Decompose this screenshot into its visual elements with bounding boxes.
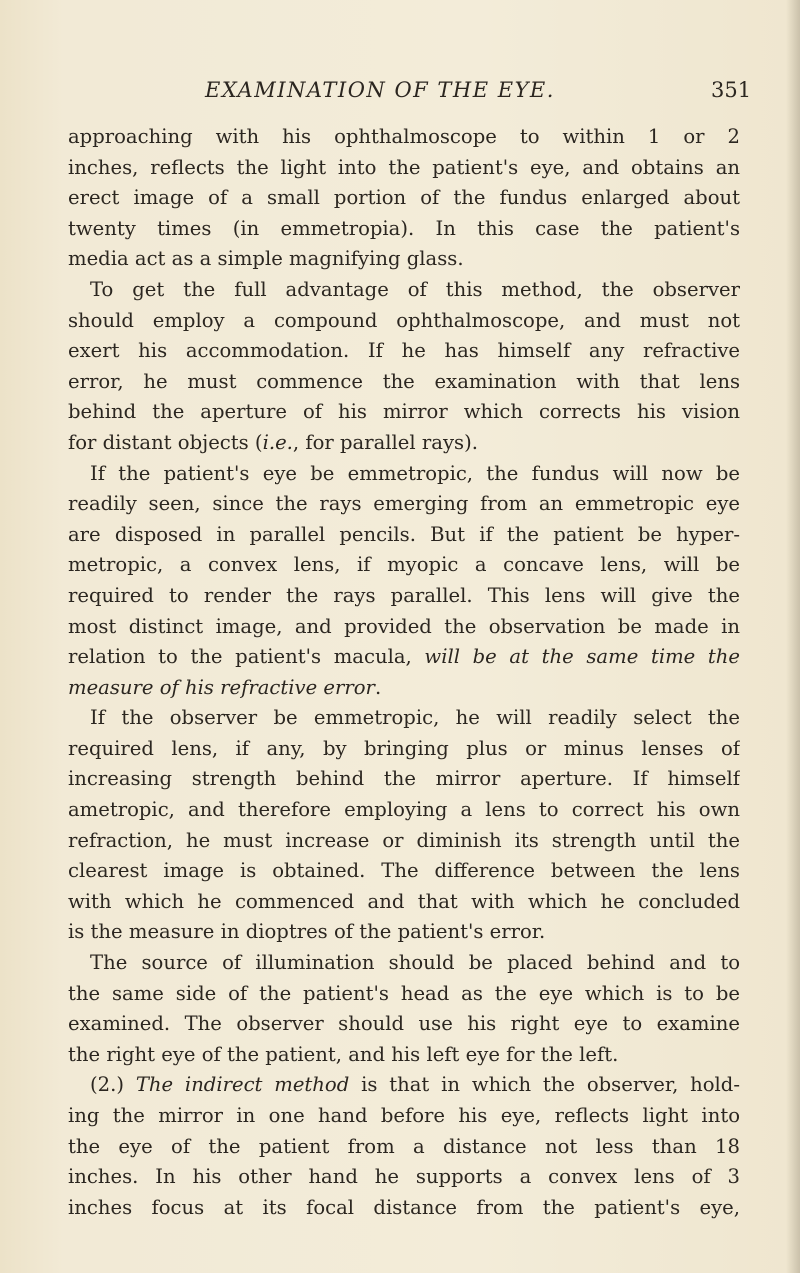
text-line: media act as a simple magnifying glass. [68,247,464,271]
text-line: increasing strength behind the mirror aperture. If himself [68,767,740,791]
text-line: clearest image is obtained. The difference between the lens [68,859,740,883]
text-line: ametropic, and therefore employing a lens to correct his own [68,798,740,822]
text-line: readily seen, since the rays emerging from an emmetropic eye [68,492,740,516]
text-line: twenty times (in emmetropia). In this case the patient's [68,216,740,240]
page-header [0,74,800,108]
body-text [68,122,740,1223]
text-line: If the patient's eye be emmetropic, the fundus will now be [90,461,740,485]
text-line: If the observer be emmetropic, he will readily select the [90,706,740,730]
text-line: inches. In his other hand he supports a convex lens of 3 [68,1165,740,1189]
text-line: metropic, a convex lens, if myopic a concave lens, will be [68,553,740,577]
text-line: approaching with his ophthalmoscope to within 1 or 2 [68,125,740,148]
text-line: measure of his refractive error. [68,675,382,699]
text-line: inches, reflects the light into the patient's eye, and obtains an [68,155,740,179]
text-line: the eye of the patient from a distance not less than 18 [68,1134,740,1158]
text-line: most distinct image, and provided the observation be made in [68,614,740,638]
text-line: To get the full advantage of this method, the observer [90,277,740,301]
page-number: 351 [711,78,752,102]
italic-phrase: will be at the same time the [424,645,740,669]
running-title: EXAMINATION OF THE EYE. [205,78,555,102]
text-line: examined. The observer should use his right eye to examine [68,1012,740,1036]
text-line: ing the mirror in one hand before his eye, reflects light into [68,1104,740,1127]
italic-phrase: The indirect method [135,1073,350,1097]
page-edge-shadow [786,0,800,1273]
italic-phrase: measure of his refractive error [68,675,375,699]
text-line: required lens, if any, by bringing plus or minus lenses of [68,736,740,760]
text-line: exert his accommodation. If he has himself any refractive [68,339,740,363]
text-line: for distant objects (i.e., for parallel rays). [68,430,478,454]
text-line: erect image of a small portion of the fundus enlarged about [68,186,740,210]
text-line: (2.) The indirect method is that in which the observer, hold- [90,1073,740,1097]
text-line: inches focus at its focal distance from the patient's eye, [68,1195,740,1219]
text-line: should employ a compound ophthalmoscope, and must not [68,308,740,332]
text-line: with which he commenced and that with which he concluded [68,889,740,913]
text-line: required to render the rays parallel. This lens will give the [68,583,740,607]
text-line: relation to the patient's macula, will be at the same time the [68,645,740,669]
italic-phrase: i.e. [262,430,293,454]
text-line: refraction, he must increase or diminish its strength until the [68,828,740,852]
text-line: error, he must commence the examination with that lens [68,369,740,393]
text-line: the right eye of the patient, and his left eye for the left. [68,1042,619,1066]
text-line: are disposed in parallel pencils. But if the patient be hyper- [68,522,740,546]
text-line: behind the aperture of his mirror which corrects his vision [68,400,740,424]
text-line: the same side of the patient's head as the eye which is to be [68,981,740,1005]
text-line: is the measure in dioptres of the patient's error. [68,920,546,944]
text-line: The source of illumination should be placed behind and to [90,951,740,975]
